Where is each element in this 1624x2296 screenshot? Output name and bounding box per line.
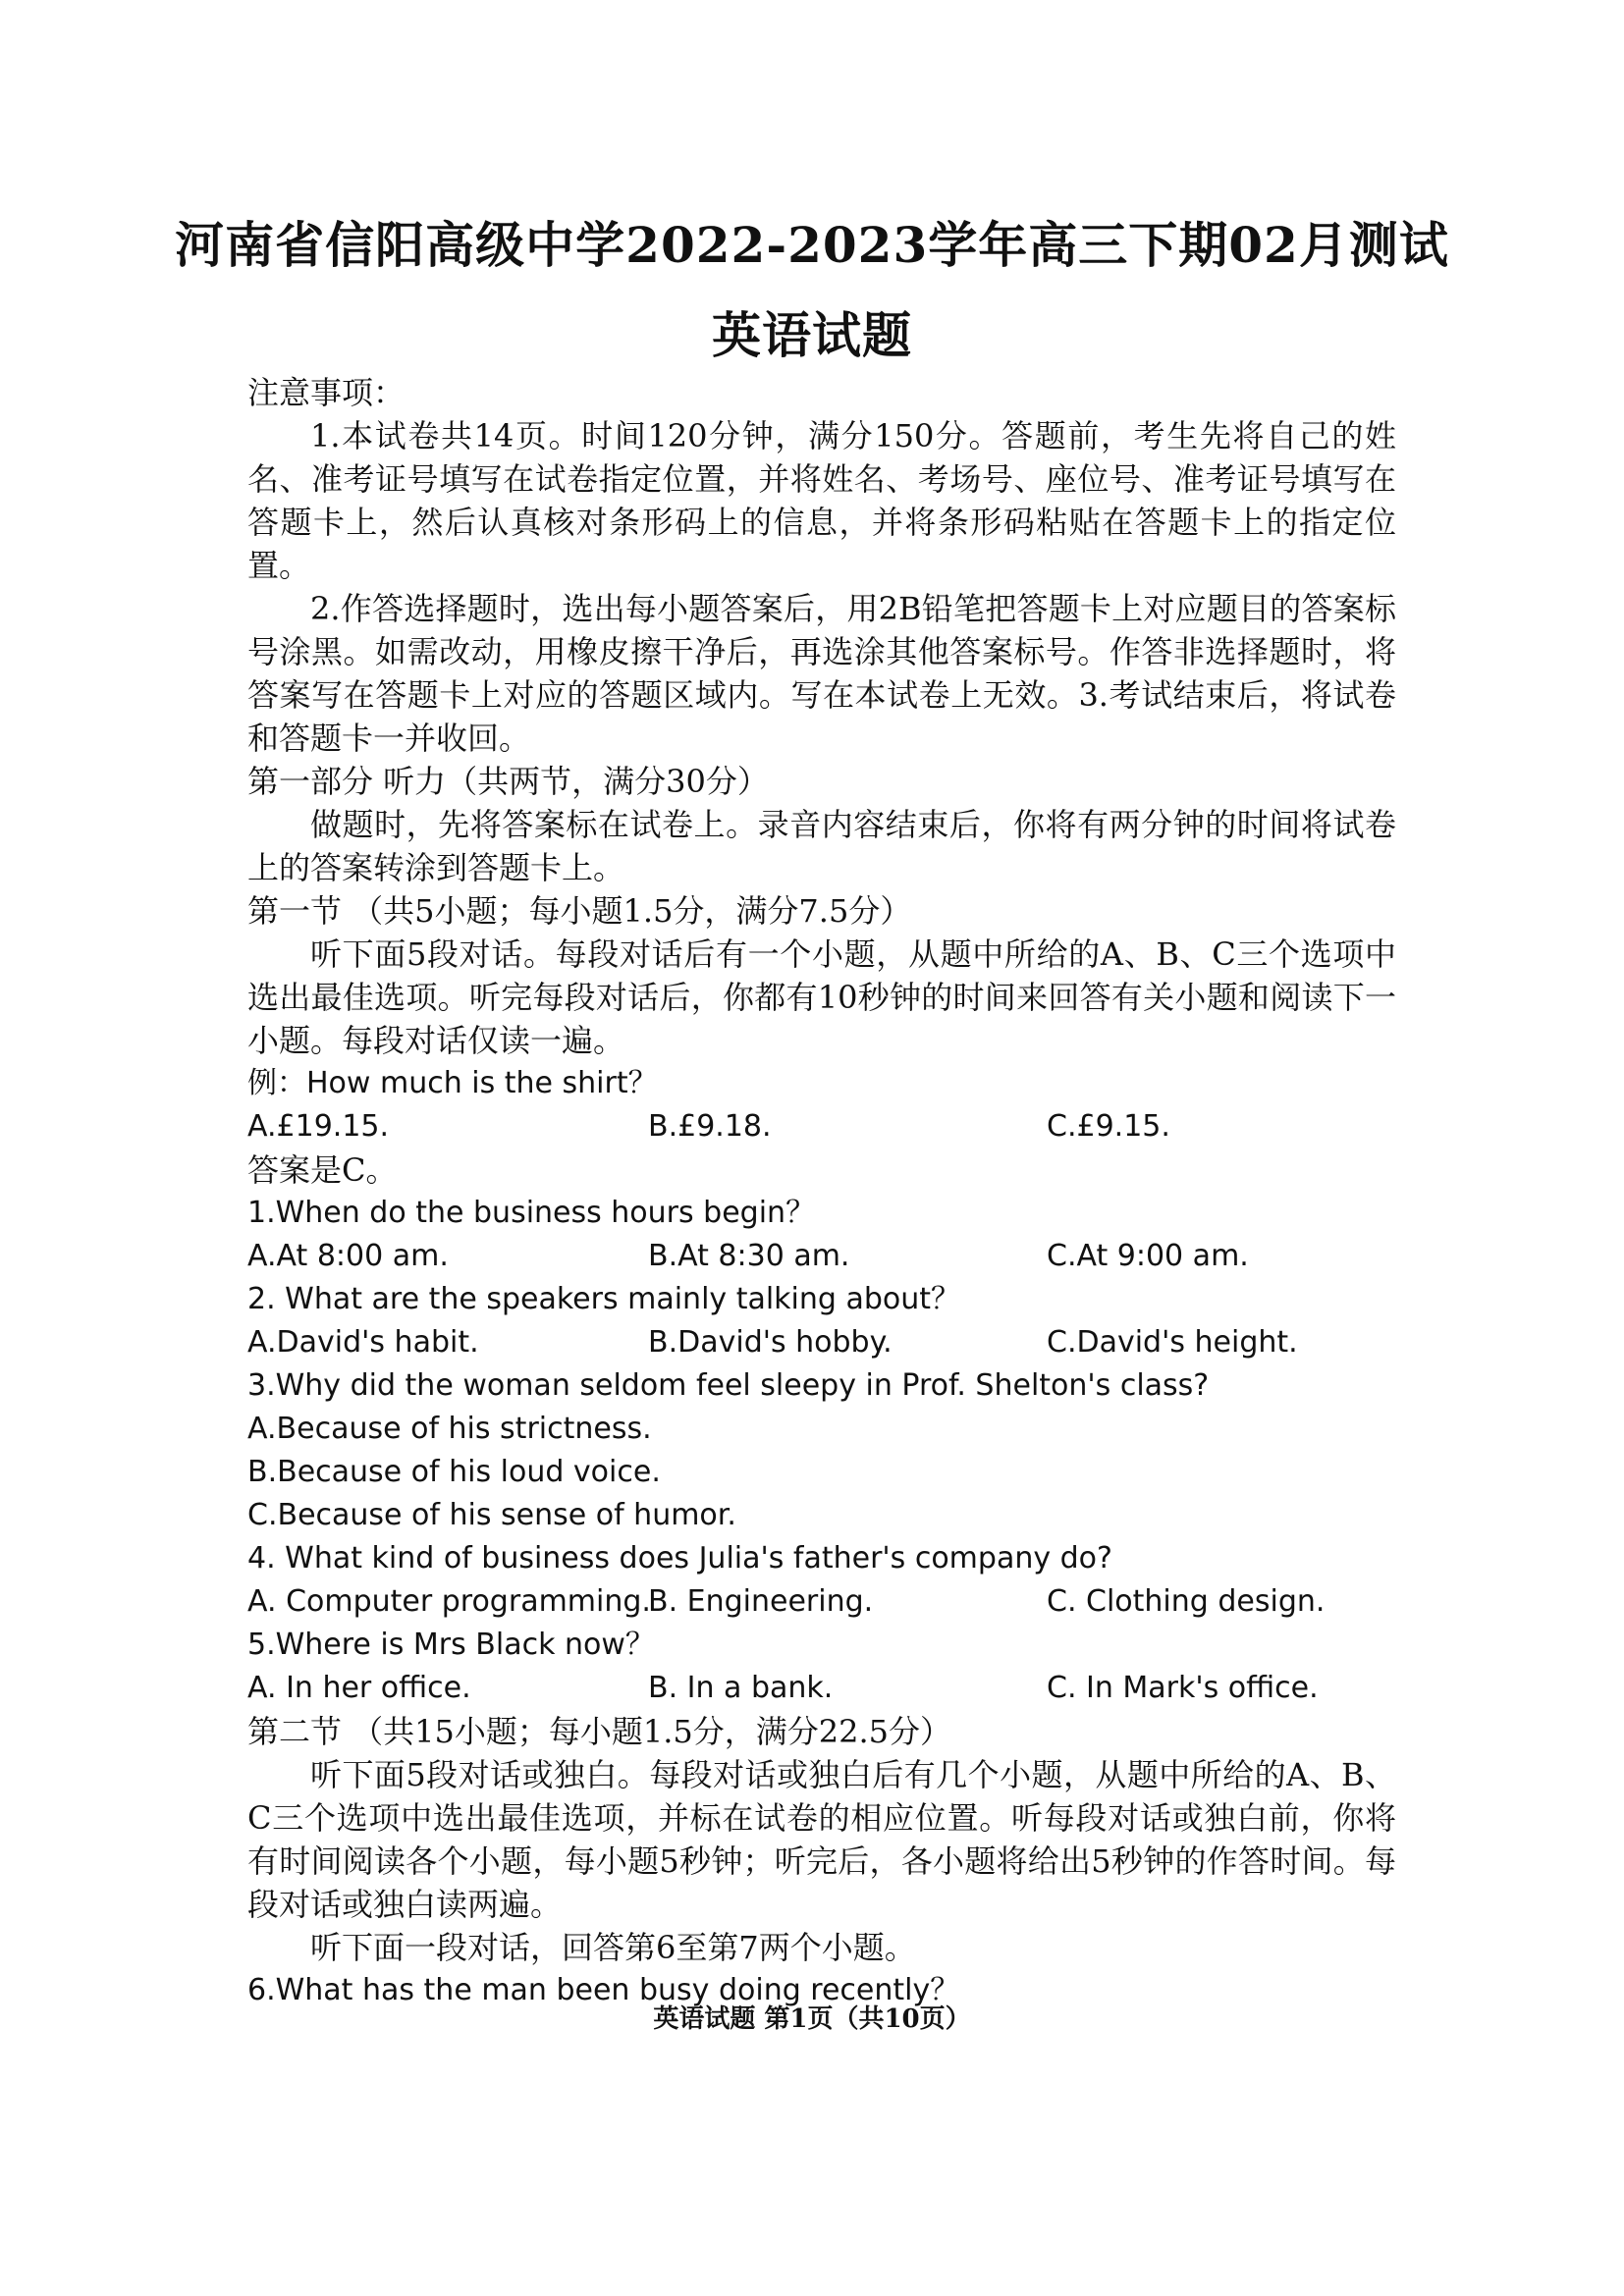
question-3: 3.Why did the woman seldom feel sleepy in Prof. Shelton's class? — [247, 1368, 1210, 1403]
option-c: C. Clothing design. — [1047, 1584, 1326, 1619]
option-b: B. Engineering. — [648, 1584, 874, 1619]
option-a: A.£19.15. — [247, 1109, 390, 1144]
question-4: 4. What kind of business does Julia's father's company do? — [247, 1541, 1112, 1575]
question-2: 2. What are the speakers mainly talking about？ — [247, 1282, 961, 1316]
part1-heading: 第一部分 听力（共两节，满分30分） — [247, 763, 769, 800]
question-4-options — [247, 1580, 1396, 1624]
option-a: A. In her office. — [247, 1671, 471, 1705]
option-b: B.At 8:30 am. — [648, 1239, 850, 1273]
example-options — [247, 1105, 1396, 1148]
notes-heading: 注意事项： — [247, 374, 406, 411]
question-5-options — [247, 1667, 1396, 1710]
question-1: 1.When do the business hours begin？ — [247, 1196, 816, 1230]
note-item: 1.本试卷共14页。时间120分钟，满分150分。答题前，考生先将自己的姓名、准考证号填写在试卷指定位置，并将姓名、考场号、座位号、准考证号填写在答题卡上，然后认真核对条形码上的信息，并将条形码粘贴在答题卡上的指定位置。 — [247, 417, 1396, 584]
option-a: A.Because of his strictness. — [247, 1412, 652, 1446]
example-question: 例：How much is the shirt？ — [247, 1066, 658, 1100]
question-6: 6.What has the man been busy doing recently？ — [247, 1973, 960, 2007]
exam-body — [247, 371, 1396, 2012]
question-2-options — [247, 1321, 1396, 1364]
section1-instruction: 听下面5段对话。每段对话后有一个小题，从题中所给的A、B、C三个选项中选出最佳选项。听完每段对话后，你都有10秒钟的时间来回答有关小题和阅读下一小题。每段对话仅读一遍。 — [247, 935, 1396, 1059]
section2-heading: 第二节 （共15小题；每小题1.5分，满分22.5分） — [247, 1713, 952, 1750]
question-5: 5.Where is Mrs Black now？ — [247, 1628, 655, 1662]
example-answer: 答案是C。 — [247, 1151, 398, 1189]
part1-instruction: 做题时，先将答案标在试卷上。录音内容结束后，你将有两分钟的时间将试卷上的答案转涂到答题卡上。 — [247, 806, 1396, 886]
section2-sub-instruction: 听下面一段对话，回答第6至第7两个小题。 — [310, 1929, 916, 1966]
option-c: C. In Mark's office. — [1047, 1671, 1319, 1705]
option-b: B. In a bank. — [648, 1671, 834, 1705]
exam-title: 河南省信阳高级中学2022-2023学年高三下期02月测试 — [175, 216, 1449, 274]
option-c: C.Because of his sense of humor. — [247, 1498, 736, 1532]
note-item: 2.作答选择题时，选出每小题答案后，用2B铅笔把答题卡上对应题目的答案标号涂黑。如需改动，用橡皮擦干净后，再选涂其他答案标号。作答非选择题时，将答案写在答题卡上对应的答题区域内。写在本试卷上无效。3.考试结束后，将试卷和答题卡一并收回。 — [247, 590, 1396, 757]
option-c: C.At 9:00 am. — [1047, 1239, 1249, 1273]
section2-instruction: 听下面5段对话或独白。每段对话或独白后有几个小题，从题中所给的A、B、C三个选项中选出最佳选项，并标在试卷的相应位置。听每段对话或独白前，你将有时间阅读各个小题，每小题5秒钟；听完后，各小题将给出5秒钟的作答时间。每段对话或独白读两遍。 — [247, 1756, 1396, 1923]
option-c: C.David's height. — [1047, 1325, 1298, 1360]
option-a: A.David's habit. — [247, 1325, 479, 1360]
option-b: B.David's hobby. — [648, 1325, 893, 1360]
section1-heading: 第一节 （共5小题；每小题1.5分，满分7.5分） — [247, 892, 912, 930]
question-1-options — [247, 1235, 1396, 1278]
option-b: B.£9.18. — [648, 1109, 772, 1144]
option-a: A.At 8:00 am. — [247, 1239, 449, 1273]
option-b: B.Because of his loud voice. — [247, 1455, 661, 1489]
page-footer: 英语试题 第1页（共10页） — [653, 2004, 971, 2034]
option-a: A. Computer programming. — [247, 1584, 651, 1619]
exam-subtitle: 英语试题 — [712, 306, 912, 364]
option-c: C.£9.15. — [1047, 1109, 1170, 1144]
